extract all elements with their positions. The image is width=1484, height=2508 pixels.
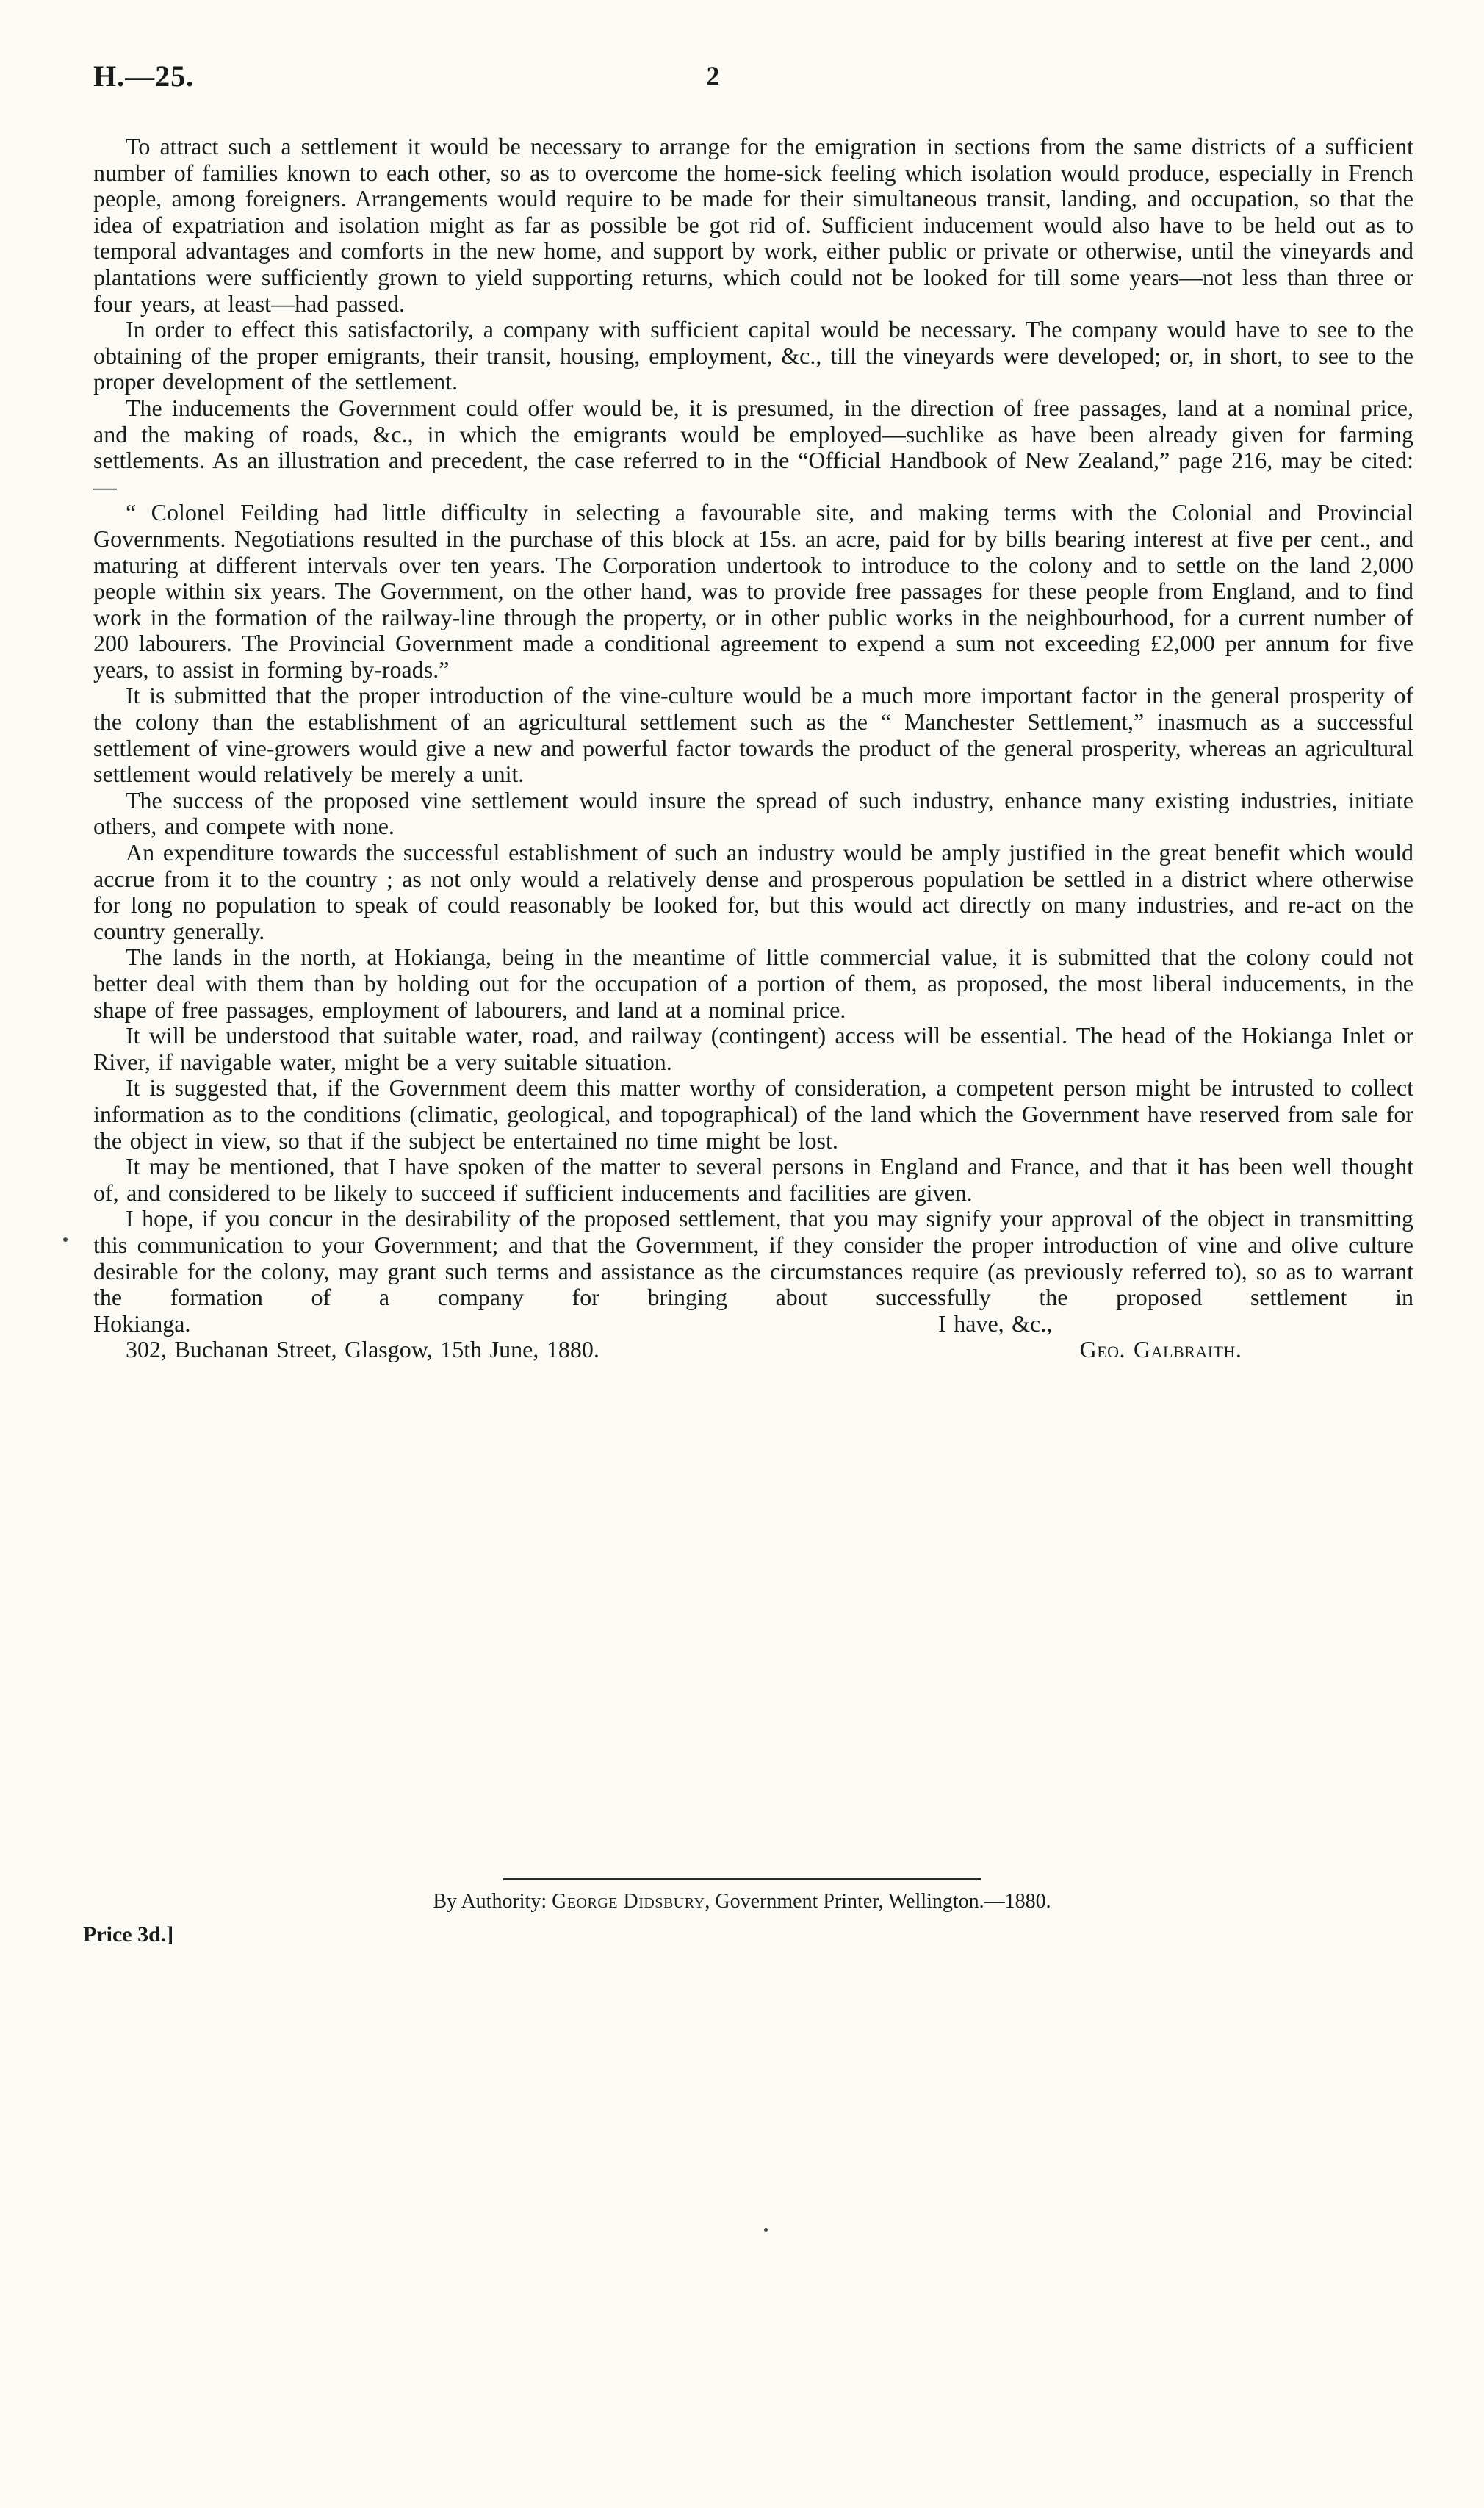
letter-body: [93, 134, 1413, 1363]
paragraph-handbook-quote: “ Colonel Feilding had little difficulty in selecting a favourable site, and making terms with the Colonial and Provincial Governments. Negotiations resulted in the purchase of this block at 15s. an acre, paid for by bills bearing interest at five per cent., and maturing at different intervals over ten years. The Corporation undertook to introduce to the colony and to settle on the land 2,000 people within six years. The Government, on the other hand, was to provide free passages for these people from England, and to find work in the formation of the railway-line through the property, or in other public works in the neighbourhood, for a current number of 200 labourers. The Provincial Government made a conditional agreement to expend a sum not exceeding £2,000 per annum for five years, to assist in forming by-roads.”: [93, 499, 1413, 683]
paragraph-water-road-railway: It will be understood that suitable water, road, and railway (contingent) access will be essential. The head of the Hokianga Inlet or River, if navigable water, might be a very suitable situation.: [93, 1022, 1413, 1075]
paragraph-emigration-sections: To attract such a settlement it would be necessary to arrange for the emigration in sections from the same districts of a sufficient number of families known to each other, so as to overcome the home-sick feeling which isolation would produce, especially in French people, among foreigners. Arrangements would require to be made for their simultaneous transit, landing, and occupation, so that the idea of expatriation and isolation might as far as possible be got rid of. Sufficient inducement would also have to be held out as to temporal advantages and comforts in the new home, and support by work, either public or private or otherwise, until the vineyards and plantations were sufficiently grown to yield supporting returns, which could not be looked for till some years—not less than three or four years, at least—had passed.: [93, 133, 1413, 317]
imprint-line: [0, 1890, 1484, 1914]
page-header: [93, 59, 1413, 103]
imprint-prefix: By Authority:: [433, 1890, 552, 1913]
closing-line: [93, 1311, 1413, 1337]
signature: Geo. Galbraith.: [1079, 1336, 1242, 1363]
paragraph-company-capital: In order to effect this satisfactorily, a company with sufficient capital would be necessary. The company would have to see to the obtaining of the proper emigrants, their transit, housing, employment, &c., till the vineyards were developed; or, in short, to see to the proper development of the settlement.: [93, 316, 1413, 395]
ink-speck: [63, 1237, 68, 1242]
paragraph-industry-spread: The success of the proposed vine settlement would insure the spread of such industry, enhance many existing industries, initiate others, and compete with none.: [93, 786, 1413, 840]
paragraph-collect-information: It is suggested that, if the Government deem this matter worthy of consideration, a competent person might be intrusted to collect information as to the conditions (climatic, geological, and topographical) of the land which the Government have reserved from sale for the object in view, so that if the subject be entertained no time might be lost.: [93, 1074, 1413, 1154]
address-date: 302, Buchanan Street, Glasgow, 15th June, 1880.: [126, 1336, 599, 1363]
paragraph-government-inducements: The inducements the Government could offer would be, it is presumed, in the direction of free passages, land at a nominal price, and the making of roads, &c., in which the emigrants would be employed—suchlike as have been already given for farming settlements. As an illustration and precedent, the case referred to in the “Official Handbook of New Zealand,” page 216, may be cited:—: [93, 394, 1413, 500]
paragraph-england-france-mentions: It may be mentioned, that I have spoken of the matter to several persons in England and France, and that it has been well thought of, and considered to be likely to succeed if sufficient inducements and facilities are given.: [93, 1153, 1413, 1206]
paragraph-hokianga-lands: The lands in the north, at Hokianga, being in the meantime of little commercial value, it is submitted that the colony could not better deal with them than by holding out for the occupation of a portion of them, as proposed, the most liberal inducements, in the shape of free passages, employment of labourers, and land at a nominal price.: [93, 944, 1413, 1023]
ink-speck: [764, 2228, 768, 2232]
paragraph-vine-culture-importance: It is submitted that the proper introduction of the vine-culture would be a much more important factor in the general prosperity of the colony than the establishment of an agricultural settlement such as the “ Manchester Settlement,” inasmuch as a successful settlement of vine-growers would give a new and powerful factor towards the product of the general prosperity, whereas an agricultural settlement would relatively be merely a unit.: [93, 682, 1413, 788]
printer-name: George Didsbury: [552, 1890, 705, 1913]
paragraph-expenditure-justified: An expenditure towards the successful establishment of such an industry would be amply justified in the great benefit which would accrue from it to the country ; as not only would a relatively dense and prosperous population be settled in a district where otherwise for long no population to speak of could reasonably be looked for, but this would act directly on many industries, and re-act on the country generally.: [93, 839, 1413, 944]
paragraph-hope-concur: I hope, if you concur in the desirability of the proposed settlement, that you may signify your approval of the object in transmitting this communication to your Government; and that the Government, if they consider the proper introduction of vine and olive culture desirable for the colony, may grant such terms and assistance as the circumstances require (as previously referred to), so as to warrant the formation of a company for bringing about successfully the proposed settlement in: [93, 1205, 1413, 1311]
footer-rule: [503, 1878, 981, 1880]
signature-line: [93, 1337, 1413, 1363]
closing-place: Hokianga.: [93, 1309, 191, 1337]
imprint-suffix: , Government Printer, Wellington.—1880.: [705, 1890, 1051, 1913]
page-number: 2: [706, 61, 720, 90]
price-note: Price 3d.]: [83, 1922, 174, 1947]
closing-valediction: I have, &c.,: [938, 1309, 1053, 1337]
document-reference: H.—25.: [93, 60, 195, 93]
